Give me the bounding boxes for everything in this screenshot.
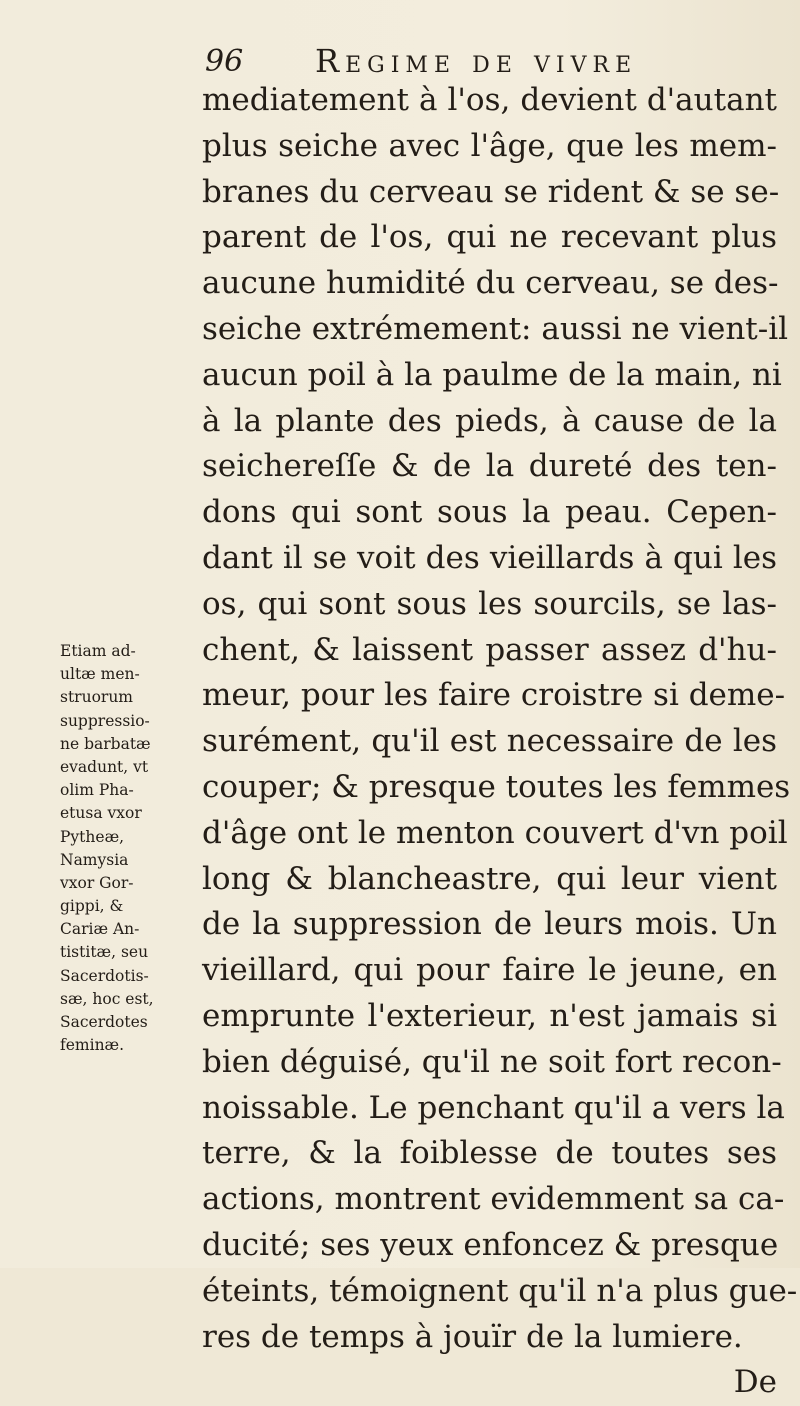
text-line: branes du cerveau se rident & se se- [202,173,780,210]
text-line: couper; & presque toutes les femmes [202,768,791,805]
text-line: seichereſſe & de la dureté des ten- [202,448,777,485]
text-line: noissable. Le penchant qu'il a vers la [202,1089,785,1126]
text-line: meur, pour les faire croistre si deme- [202,677,786,714]
marginal-line: gippi, & [60,897,124,916]
marginal-note [60,640,188,1057]
marginal-line: Sacerdotes [60,1013,148,1031]
marginal-line: vxor Gor- [60,873,134,892]
marginal-line: Namysia [60,850,129,869]
text-line: aucune humidité du cerveau, se des- [202,265,779,302]
marginal-line: etusa vxor [60,804,142,823]
marginal-line: sæ, hoc est, [60,989,154,1008]
text-line: plus seiche avec l'âge, que les mem- [202,127,777,164]
text-line: res de temps à jouïr de la lumiere. [202,1318,743,1355]
text-line: dons qui sont sous la peau. Cepen- [202,494,777,531]
text-line: os, qui sont sous les sourcils, se las- [202,585,777,622]
text-line: parent de l'os, qui ne recevant plus [202,219,777,256]
text-line: dant il se voit des vieillards à qui les [202,539,777,576]
text-line: ducité; ses yeux enfoncez & presque [202,1226,779,1263]
text-line: aucun poil à la paulme de la main, ni [202,356,782,393]
marginal-line: ne barbatæ [60,734,151,753]
text-line: emprunte l'exterieur, n'est jamais si [202,997,777,1034]
text-line: d'âge ont le menton couvert d'vn poil [202,814,788,851]
text-line: à la plante des pieds, à cause de la [202,402,777,439]
main-text [202,78,798,1406]
text-line: terre, & la foiblesse de toutes ses [202,1135,777,1172]
text-line: éteints, témoignent qu'il n'a plus gue- [202,1272,798,1309]
text-line: de la suppression de leurs mois. Un [202,906,777,943]
marginal-line: feminæ. [60,1036,125,1055]
marginal-line: suppressio- [60,711,150,730]
marginal-line: Sacerdotis- [60,966,149,985]
marginal-line: evadunt, vt [60,757,149,776]
marginal-line: tistitæ, seu [60,943,149,962]
running-title: Regime de vivre [315,42,638,80]
text-line: surément, qu'il est necessaire de les [202,723,777,760]
marginal-line: olim Pha- [60,781,134,800]
marginal-line: Cariæ An- [60,920,140,939]
marginal-line: Pytheæ, [60,827,125,846]
marginal-line: struorum [60,688,133,707]
text-line: bien déguisé, qu'il ne soit fort recon- [202,1043,782,1080]
text-line: actions, montrent evidemment sa ca- [202,1181,785,1218]
text-line: seiche extrémement: aussi ne vient-il [202,310,789,347]
catchword: De [733,1364,777,1401]
text-line: vieillard, qui pour faire le jeune, en [202,952,777,989]
text-line: long & blancheastre, qui leur vient [202,860,777,897]
page-number: 96 [205,44,244,79]
marginal-line: ultæ men- [60,665,140,684]
text-line: chent, & laissent passer assez d'hu- [202,631,777,668]
text-line: mediatement à l'os, devient d'autant [202,82,777,118]
marginal-line: Etiam ad- [60,642,136,660]
